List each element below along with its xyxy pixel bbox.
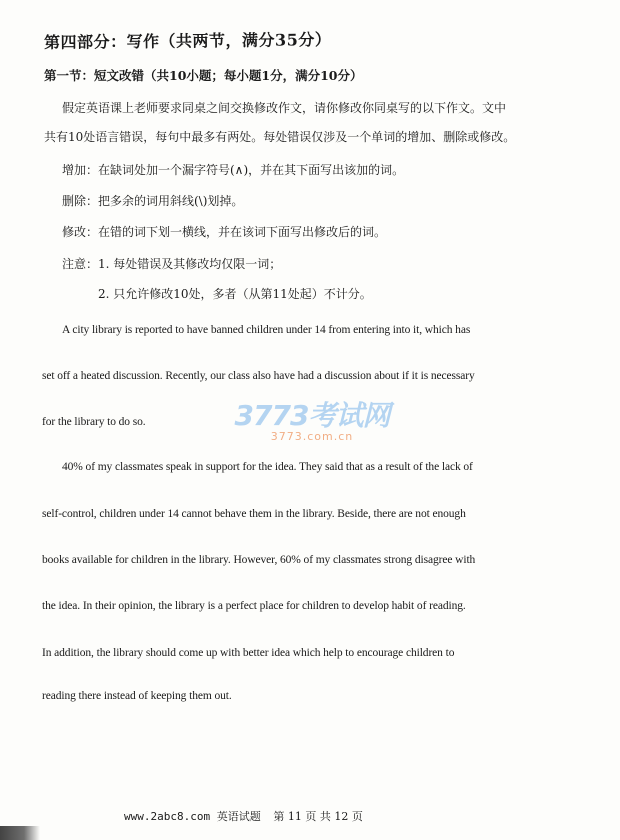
passage-line: the idea. In their opinion, the library is a perfect place for children to develop habit of reading.: [42, 600, 466, 612]
footer-page-number: 第 11 页 共 12 页: [273, 810, 363, 823]
scan-corner-mark: [0, 826, 40, 840]
section-heading: 第一节：短文改错（共10小题；每小题1分，满分10分）: [44, 68, 363, 83]
passage-line: set off a heated discussion. Recently, our class also have had a discussion about if it is necessary: [42, 370, 475, 382]
passage-line: In addition, the library should come up with better idea which help to encourage children to: [42, 647, 455, 659]
page-footer: [124, 808, 363, 824]
passage-line: 40% of my classmates speak in support for the idea. They said that as a result of the lack of: [62, 461, 473, 473]
instruction-delete: 删除：把多余的词用斜线(\)划掉。: [62, 194, 244, 208]
instruction-modify: 修改：在错的词下划一横线，并在该词下面写出修改后的词。: [62, 225, 387, 239]
watermark-title: 3773考试网: [234, 399, 390, 432]
instruction-line: 假定英语课上老师要求同桌之间交换修改作文，请你修改你同桌写的以下作文。文中: [62, 101, 507, 115]
footer-subject: 英语试题: [216, 810, 261, 823]
watermark-logo: [232, 394, 392, 443]
watermark-url: 3773.com.cn: [270, 430, 354, 443]
passage-line: books available for children in the library. However, 60% of my classmates strong disagree with: [42, 554, 476, 566]
footer-site: www.2abc8.com: [124, 810, 211, 823]
passage-line: reading there instead of keeping them out.: [42, 690, 232, 702]
instruction-note-2: 2. 只允许修改10处，多者（从第11处起）不计分。: [98, 287, 372, 301]
passage-line: self-control, children under 14 cannot behave them in the library. Beside, there are not enough: [42, 508, 466, 520]
passage-line: A city library is reported to have banned children under 14 from entering into it, which has: [62, 324, 471, 336]
part-title: 第四部分：写作（共两节，满分35分）: [43, 29, 332, 52]
instruction-note-1: 注意：1. 每处错误及其修改均仅限一词；: [62, 257, 282, 271]
passage-line: for the library to do so.: [42, 416, 146, 428]
instruction-add: 增加：在缺词处加一个漏字符号(∧)，并在其下面写出该加的词。: [62, 163, 405, 177]
instruction-line: 共有10处语言错误，每句中最多有两处。每处错误仅涉及一个单词的增加、删除或修改。: [44, 130, 516, 144]
